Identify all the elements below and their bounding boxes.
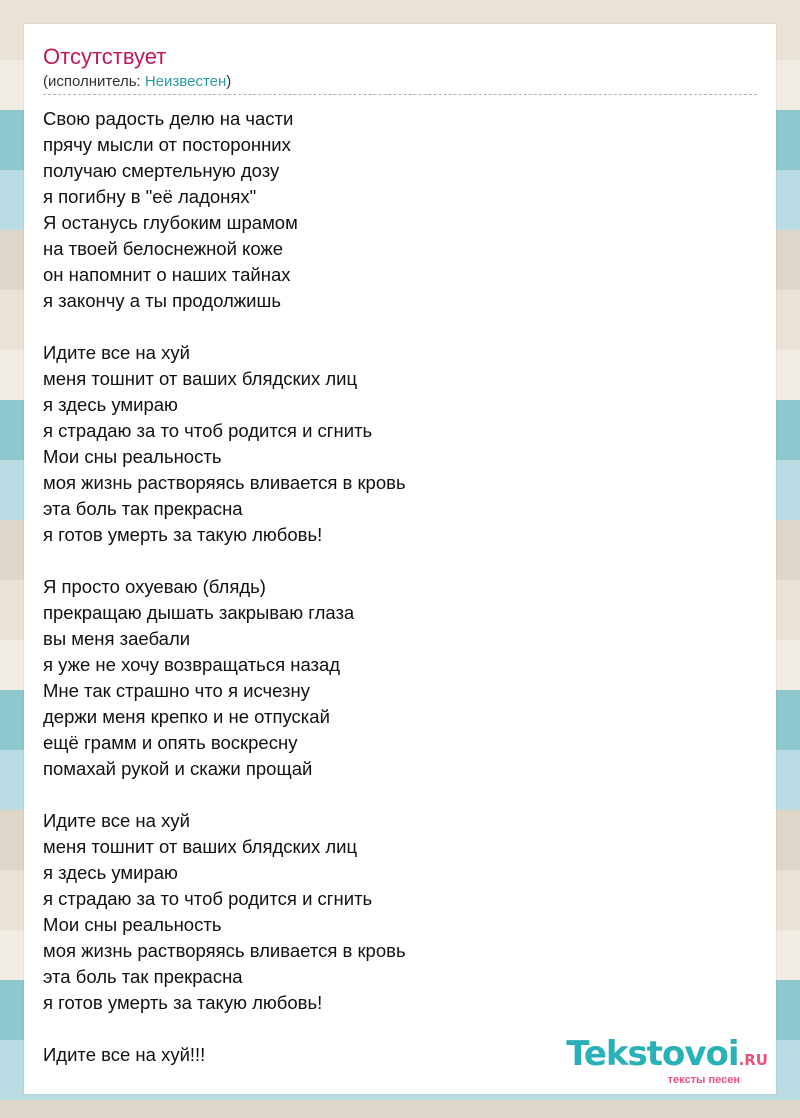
logo-wordmark bbox=[566, 1034, 768, 1077]
lyric-line: помахай рукой и скажи прощай bbox=[43, 758, 313, 779]
lyric-line: держи меня крепко и не отпускай bbox=[43, 706, 330, 727]
lyric-line: прячу мысли от посторонних bbox=[43, 134, 291, 155]
lyric-line: Мои сны реальность bbox=[43, 446, 222, 467]
lyric-line: вы меня заебали bbox=[43, 628, 191, 649]
artist-prefix: (исполнитель: bbox=[43, 73, 145, 90]
lyric-line: я здесь умираю bbox=[43, 394, 178, 415]
song-title: Отсутствует bbox=[43, 44, 167, 69]
lyric-line: я погибну в "её ладонях" bbox=[43, 186, 257, 207]
lyric-line: моя жизнь растворяясь вливается в кровь bbox=[43, 472, 406, 493]
logo-subtitle: тексты песен bbox=[667, 1074, 740, 1086]
stanza-break bbox=[43, 1016, 406, 1042]
lyric-line: меня тошнит от ваших блядских лиц bbox=[43, 368, 358, 389]
artist-link[interactable]: Неизвестен bbox=[144, 73, 227, 90]
stanza-break bbox=[43, 782, 406, 808]
lyric-line: он напомнит о наших тайнах bbox=[43, 264, 291, 285]
lyric-line: я готов умерть за такую любовь! bbox=[43, 992, 323, 1013]
lyric-line: я страдаю за то чтоб родится и сгнить bbox=[43, 888, 373, 909]
artist-line bbox=[43, 73, 231, 91]
lyric-line: Идите все на хуй!!! bbox=[43, 1044, 206, 1065]
lyric-line: я готов умерть за такую любовь! bbox=[43, 524, 323, 545]
logo-tld: .RU bbox=[738, 1051, 768, 1069]
lyric-line: эта боль так прекрасна bbox=[43, 966, 243, 987]
lyric-line: Идите все на хуй bbox=[43, 810, 190, 831]
lyric-line: эта боль так прекрасна bbox=[43, 498, 243, 519]
site-logo[interactable] bbox=[566, 1034, 768, 1086]
lyric-line: Идите все на хуй bbox=[43, 342, 190, 363]
stanza-break bbox=[43, 548, 406, 574]
lyric-line: получаю смертельную дозу bbox=[43, 160, 280, 181]
divider bbox=[43, 94, 757, 95]
lyric-line: Я просто охуеваю (блядь) bbox=[43, 576, 266, 597]
lyric-line: меня тошнит от ваших блядских лиц bbox=[43, 836, 358, 857]
lyric-line: я закончу а ты продолжишь bbox=[43, 290, 281, 311]
lyric-line: Мои сны реальность bbox=[43, 914, 222, 935]
artist-suffix: ) bbox=[226, 73, 232, 90]
lyric-line: ещё грамм и опять воскресну bbox=[43, 732, 298, 753]
lyric-line: я здесь умираю bbox=[43, 862, 178, 883]
lyrics-page bbox=[24, 24, 776, 1094]
lyric-line: я уже не хочу возвращаться назад bbox=[43, 654, 341, 675]
lyric-line: моя жизнь растворяясь вливается в кровь bbox=[43, 940, 406, 961]
lyric-line: Свою радость делю на части bbox=[43, 108, 294, 129]
lyric-line: на твоей белоснежной коже bbox=[43, 238, 284, 259]
lyric-line: Я останусь глубоким шрамом bbox=[43, 212, 298, 233]
lyrics-body bbox=[43, 106, 406, 1068]
lyric-line: я страдаю за то чтоб родится и сгнить bbox=[43, 420, 373, 441]
lyric-line: прекращаю дышать закрываю глаза bbox=[43, 602, 355, 623]
logo-main-text: Tekstovoi bbox=[566, 1034, 739, 1074]
stanza-break bbox=[43, 314, 406, 340]
lyric-line: Мне так страшно что я исчезну bbox=[43, 680, 310, 701]
